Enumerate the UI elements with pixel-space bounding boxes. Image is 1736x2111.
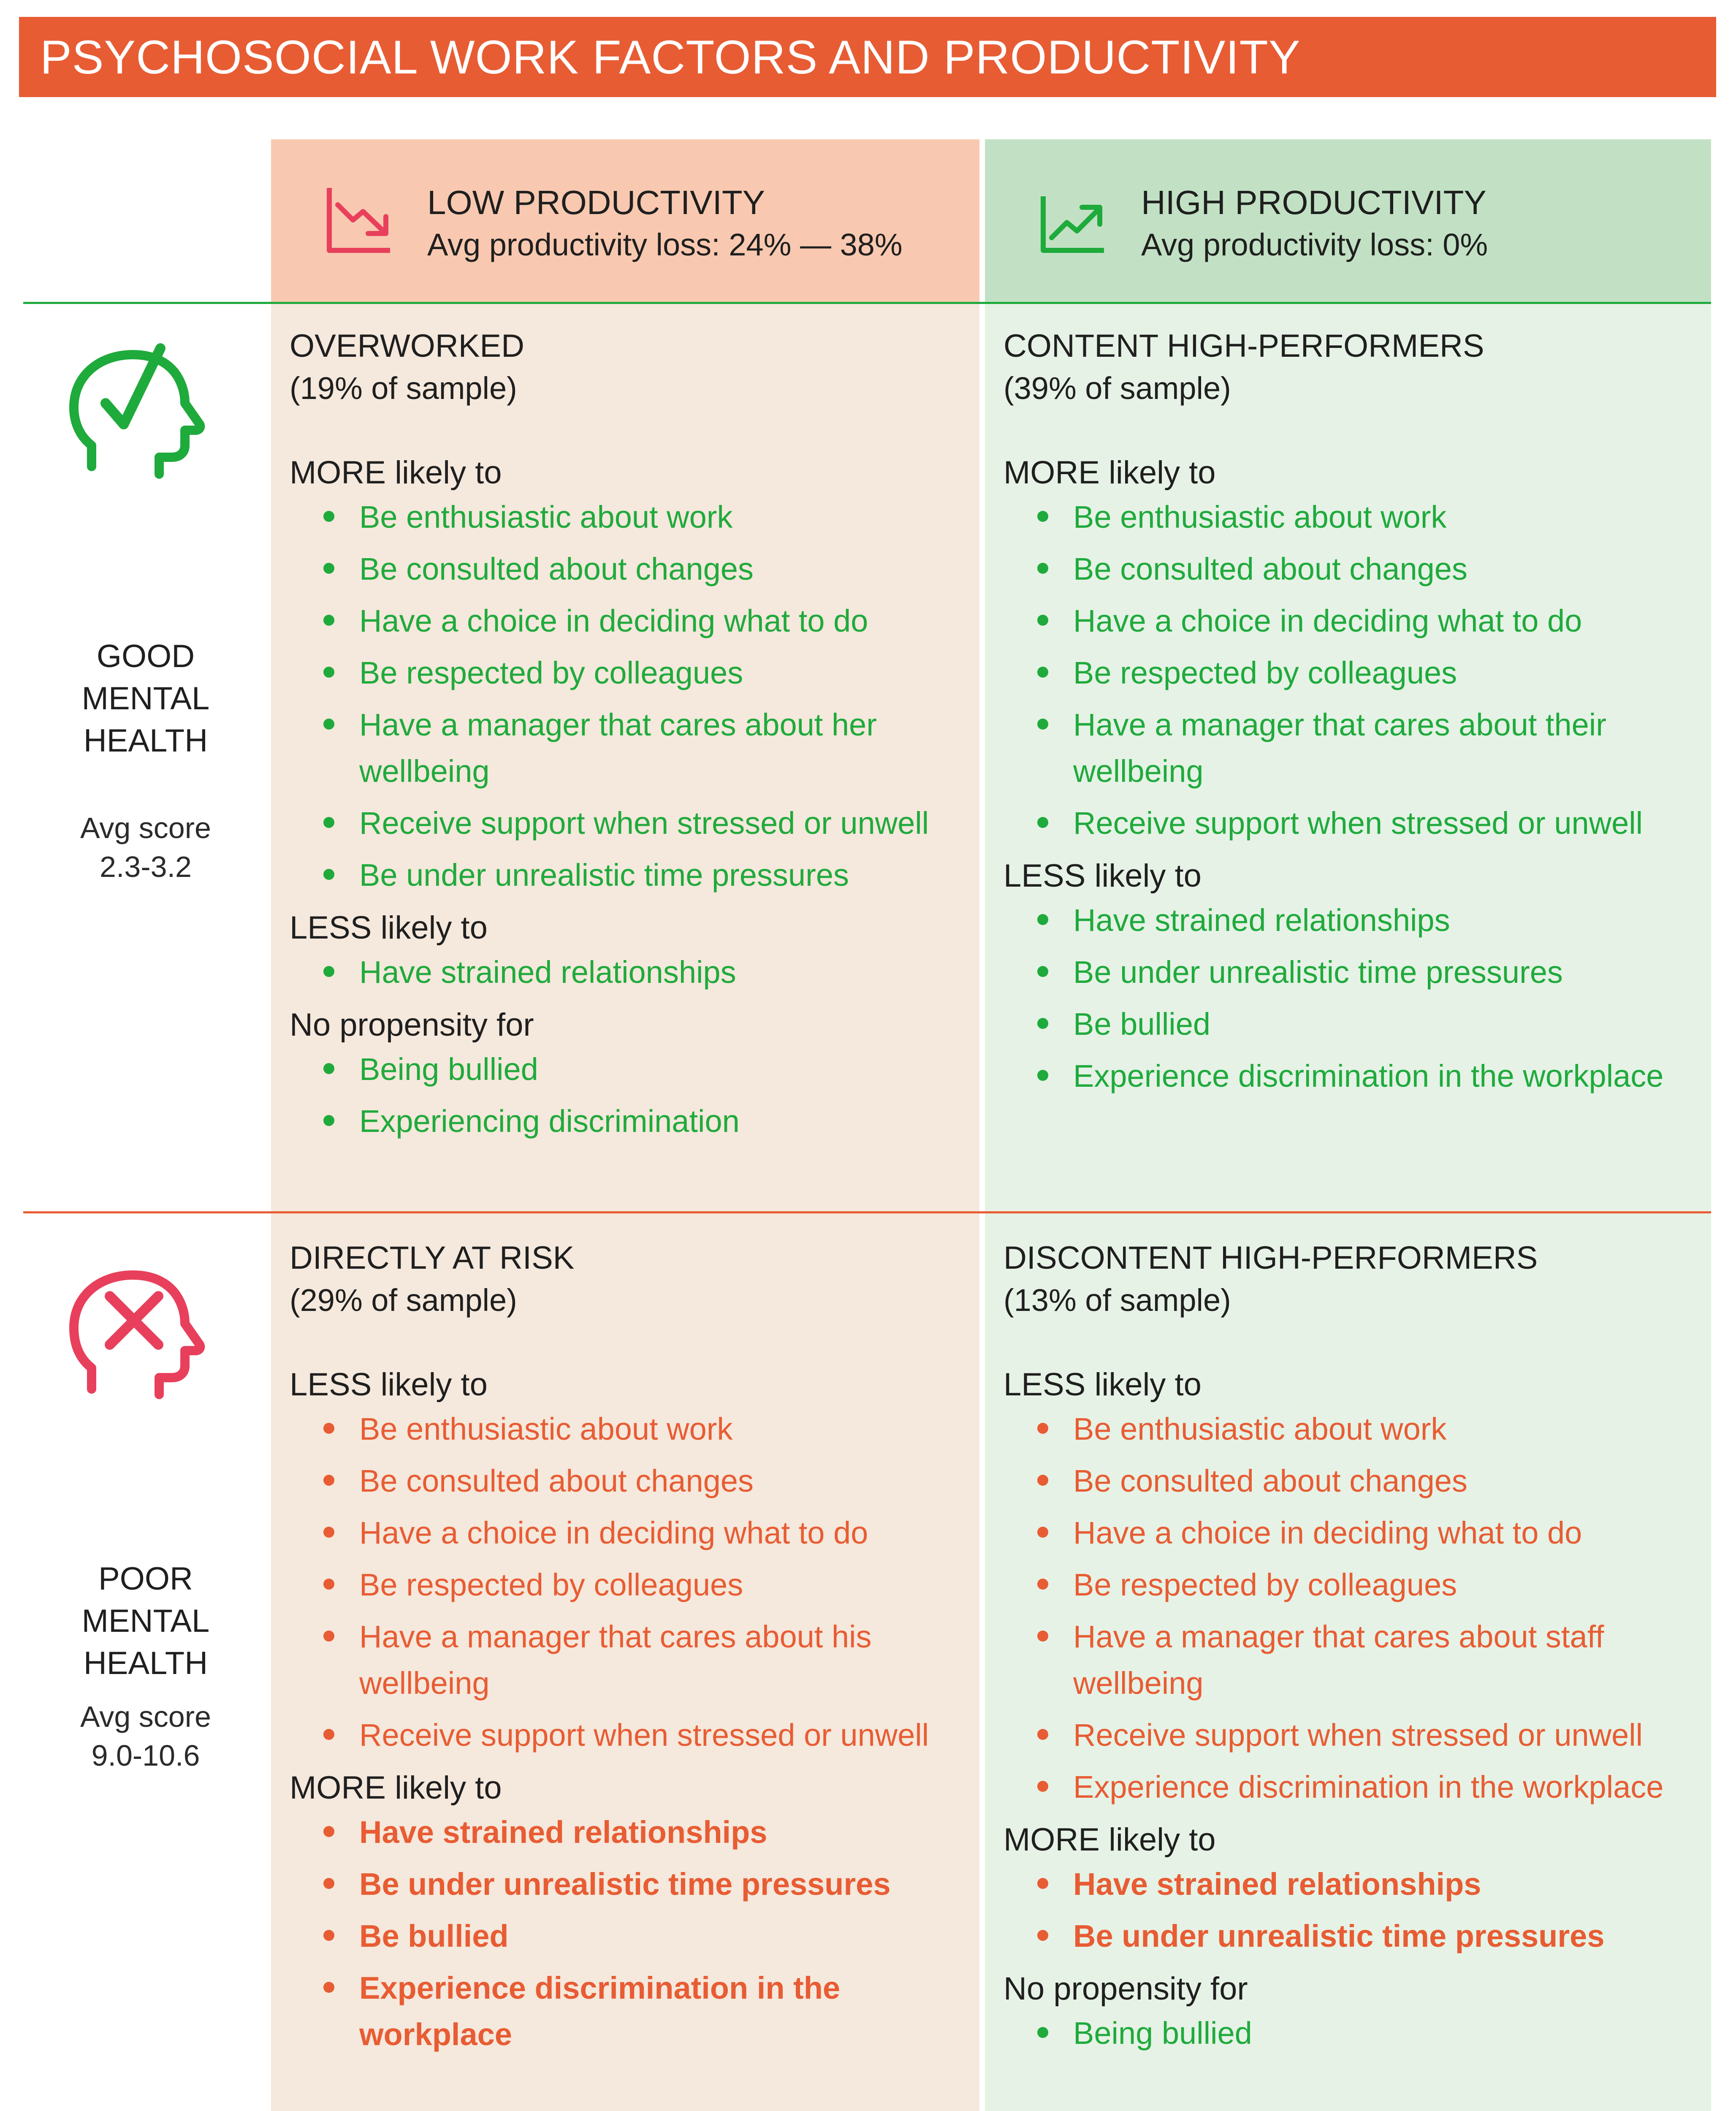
list-item: Be bullied <box>290 1913 965 1959</box>
list-item: Have strained relationships <box>1004 897 1679 944</box>
factor-list <box>1004 2010 1679 2057</box>
list-item: Be enthusiastic about work <box>1004 1406 1679 1452</box>
list-item: Have strained relationships <box>290 949 965 996</box>
title-bar <box>19 17 1716 97</box>
quadrant-discontent-high-performers <box>1004 1237 1679 2062</box>
row-label-line: MENTAL <box>81 1603 210 1639</box>
section-heading: No propensity for <box>1004 1971 1248 2007</box>
row-label-line: HEALTH <box>83 1645 208 1681</box>
factor-list <box>1004 494 1679 847</box>
quadrant-sample: (19% of sample) <box>290 371 517 406</box>
quadrant-content-high-performers <box>1004 325 1679 1105</box>
section-heading: MORE likely to <box>1004 455 1216 491</box>
poor-mental-health-label <box>23 1558 268 1775</box>
list-item: Be consulted about changes <box>290 1458 965 1504</box>
list-item: Have a manager that cares about staff wellbeing <box>1004 1614 1679 1707</box>
high-productivity-title: HIGH PRODUCTIVITY <box>1141 184 1486 221</box>
list-item: Have strained relationships <box>290 1809 965 1856</box>
list-item: Have a choice in deciding what to do <box>1004 598 1679 644</box>
head-cross-icon <box>65 1252 217 1404</box>
high-productivity-header <box>985 139 1711 302</box>
list-item: Be respected by colleagues <box>290 650 965 696</box>
quadrant-sample: (29% of sample) <box>290 1283 517 1318</box>
list-item: Being bullied <box>290 1046 965 1093</box>
list-item: Receive support when stressed or unwell <box>290 800 965 847</box>
row-label-line: POOR <box>98 1561 193 1597</box>
list-item: Be respected by colleagues <box>1004 1562 1679 1608</box>
quadrant-directly-at-risk <box>290 1237 965 2063</box>
trend-down-icon <box>326 184 393 255</box>
section-heading: LESS likely to <box>1004 858 1202 894</box>
row-label-line: MENTAL <box>81 681 210 716</box>
head-checkmark-icon <box>65 340 217 492</box>
factor-list <box>1004 897 1679 1099</box>
list-item: Experience discrimination in the workplace <box>290 1965 965 2058</box>
section-heading: LESS likely to <box>290 1367 488 1403</box>
quadrant-sample: (39% of sample) <box>1004 371 1231 406</box>
section-heading: MORE likely to <box>1004 1822 1216 1858</box>
list-item: Have a manager that cares about her wellbeing <box>290 702 965 795</box>
quadrant-title: OVERWORKED <box>290 328 525 364</box>
low-productivity-subtitle: Avg productivity loss: 24% — 38% <box>427 227 903 262</box>
list-item: Being bullied <box>1004 2010 1679 2057</box>
factor-list <box>290 1406 965 1758</box>
list-item: Experience discrimination in the workplace <box>1004 1764 1679 1810</box>
list-item: Be respected by colleagues <box>1004 650 1679 696</box>
quadrant-title: DIRECTLY AT RISK <box>290 1240 575 1276</box>
quadrant-title: CONTENT HIGH-PERFORMERS <box>1004 328 1484 364</box>
factor-list <box>290 949 965 996</box>
high-productivity-subtitle: Avg productivity loss: 0% <box>1141 227 1488 262</box>
list-item: Receive support when stressed or unwell <box>1004 1712 1679 1758</box>
list-item: Have a manager that cares about his wellbeing <box>290 1614 965 1707</box>
list-item: Have a manager that cares about their wellbeing <box>1004 702 1679 795</box>
low-productivity-header <box>271 139 979 302</box>
trend-up-icon <box>1040 184 1107 255</box>
list-item: Be respected by colleagues <box>290 1562 965 1608</box>
list-item: Have strained relationships <box>1004 1861 1679 1907</box>
row-label-line: HEALTH <box>83 723 208 759</box>
poor-score-label: Avg score <box>80 1700 211 1733</box>
list-item: Receive support when stressed or unwell <box>290 1712 965 1758</box>
quadrant-sample: (13% of sample) <box>1004 1283 1231 1318</box>
list-item: Be under unrealistic time pressures <box>1004 949 1679 996</box>
list-item: Be under unrealistic time pressures <box>290 852 965 898</box>
section-heading: MORE likely to <box>290 455 502 491</box>
list-item: Have a choice in deciding what to do <box>290 598 965 644</box>
row-divider-good <box>23 302 1711 304</box>
quadrant-title: DISCONTENT HIGH-PERFORMERS <box>1004 1240 1538 1276</box>
page-title: PSYCHOSOCIAL WORK FACTORS AND PRODUCTIVITY <box>40 30 1301 84</box>
list-item: Experience discrimination in the workplace <box>1004 1053 1679 1099</box>
list-item: Have a choice in deciding what to do <box>290 1510 965 1556</box>
good-mental-health-label <box>23 635 268 886</box>
good-score-value: 2.3-3.2 <box>100 850 192 883</box>
list-item: Be bullied <box>1004 1001 1679 1047</box>
factor-list <box>290 1046 965 1145</box>
section-heading: LESS likely to <box>290 910 488 946</box>
list-item: Be under unrealistic time pressures <box>290 1861 965 1907</box>
factor-list <box>290 494 965 898</box>
list-item: Receive support when stressed or unwell <box>1004 800 1679 847</box>
section-heading: LESS likely to <box>1004 1367 1202 1403</box>
list-item: Have a choice in deciding what to do <box>1004 1510 1679 1556</box>
list-item: Be enthusiastic about work <box>1004 494 1679 540</box>
list-item: Be consulted about changes <box>1004 1458 1679 1504</box>
row-divider-poor <box>23 1211 1711 1213</box>
good-score-label: Avg score <box>80 811 211 844</box>
quadrant-overworked <box>290 325 965 1150</box>
row-label-line: GOOD <box>96 638 195 674</box>
factor-list <box>1004 1861 1679 1959</box>
factor-list <box>290 1809 965 2058</box>
list-item: Be enthusiastic about work <box>290 1406 965 1452</box>
list-item: Be under unrealistic time pressures <box>1004 1913 1679 1959</box>
section-heading: No propensity for <box>290 1007 534 1043</box>
factor-list <box>1004 1406 1679 1810</box>
list-item: Be consulted about changes <box>1004 546 1679 592</box>
list-item: Experiencing discrimination <box>290 1098 965 1145</box>
section-heading: MORE likely to <box>290 1770 502 1806</box>
list-item: Be consulted about changes <box>290 546 965 592</box>
poor-score-value: 9.0-10.6 <box>91 1739 200 1772</box>
list-item: Be enthusiastic about work <box>290 494 965 540</box>
low-productivity-title: LOW PRODUCTIVITY <box>427 184 765 221</box>
